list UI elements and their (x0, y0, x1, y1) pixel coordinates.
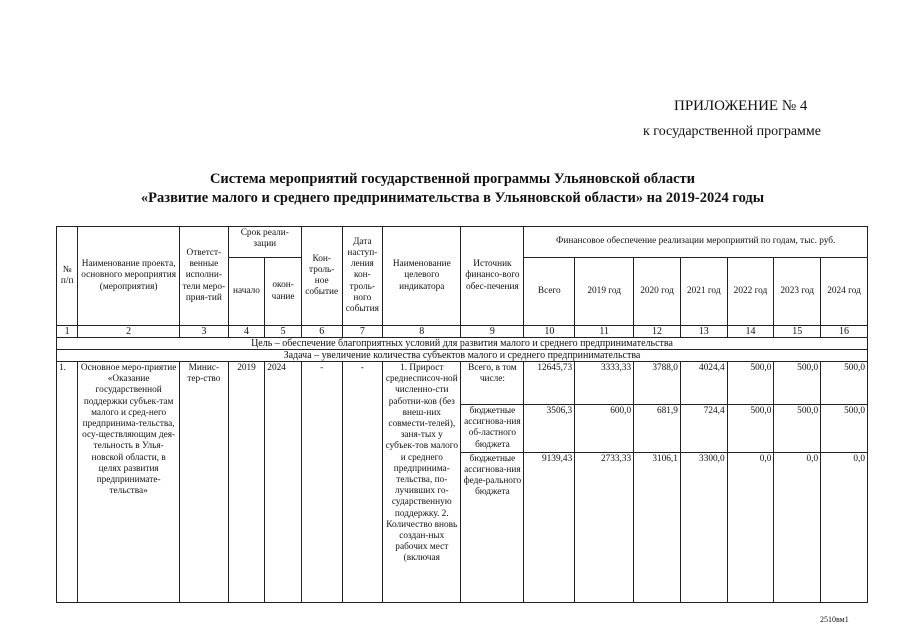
annex-subtitle: к государственной программе (643, 124, 821, 139)
task-text: Задача – увеличение количества субъектов малого и среднего предпринимательства (57, 350, 868, 362)
header-term: Срок реали-зации (228, 227, 301, 258)
col-number: 14 (727, 326, 774, 338)
row-start-year: 2019 (228, 362, 265, 603)
task-row (57, 350, 868, 362)
title-line-1: Система мероприятий государственной программы Ульяновской области (209, 171, 696, 187)
goal-row (57, 338, 868, 350)
row-end-year: 2024 (265, 362, 302, 603)
row-value: 0,0 (727, 452, 774, 602)
col-number: 3 (179, 326, 228, 338)
header-resp: Ответст-венные исполни-тели меро-прия-тий (179, 227, 228, 326)
column-numbers-row (57, 326, 868, 338)
row-activity-name: Основное меро-приятие «Оказание государственной поддержки субъек-там малого и сред-него предпринима-тельства, осу-ществляющим дея-тельность в Улья-новской области, в целях развития предпринимате-тельства» (78, 362, 180, 603)
row-control-event: - (301, 362, 342, 603)
header-2023: 2023 год (774, 258, 821, 326)
row-value: 500,0 (774, 405, 821, 453)
document-code: 2510вм1 (820, 615, 849, 624)
header-2022: 2022 год (727, 258, 774, 326)
col-number: 12 (634, 326, 681, 338)
col-number: 5 (265, 326, 302, 338)
header-2020: 2020 год (634, 258, 681, 326)
header-date: Дата наступ-ления кон-троль-ного события (342, 227, 383, 326)
row-value: 2733,33 (575, 452, 634, 602)
header-start: начало (228, 258, 265, 326)
row-indicator: 1. Прирост среднесписоч-ной численно-сти работни-ков (без внеш-них совмести-телей), заня-тых у субъек-тов малого и среднего предпринима-тельства, по-лучивших го-сударственную поддержку. 2. Количество вновь создан-ных рабочих мест (включая (383, 362, 461, 603)
row-value: 681,9 (634, 405, 681, 453)
header-name: Наименование проекта, основного мероприятия (мероприятия) (78, 227, 180, 326)
header-num: № п/п (57, 227, 78, 326)
row-source: бюджетные ассигнова-ния феде-рального бюджета (461, 452, 524, 602)
row-value: 500,0 (727, 405, 774, 453)
row-responsible: Минис-тер-ство (179, 362, 228, 603)
row-value: 3506,3 (524, 405, 575, 453)
row-value: 3300,0 (680, 452, 727, 602)
row-value: 3333,33 (575, 362, 634, 405)
header-total: Всего (524, 258, 575, 326)
document-title (0, 170, 905, 208)
header-end: окон-чание (265, 258, 302, 326)
table-row (57, 362, 868, 405)
header-finance: Финансовое обеспечение реализации мероприятий по годам, тыс. руб. (524, 227, 868, 258)
row-value: 724,4 (680, 405, 727, 453)
row-source: Всего, в том числе: (461, 362, 524, 405)
header-row-1 (57, 227, 868, 258)
row-value: 9139,43 (524, 452, 575, 602)
col-number: 4 (228, 326, 265, 338)
header-indicator: Наименование целевого индикатора (383, 227, 461, 326)
col-number: 13 (680, 326, 727, 338)
header-2019: 2019 год (575, 258, 634, 326)
header-2024: 2024 год (821, 258, 868, 326)
row-value: 600,0 (575, 405, 634, 453)
row-source: бюджетные ассигнова-ния об-ластного бюджета (461, 405, 524, 453)
row-value: 3788,0 (634, 362, 681, 405)
col-number: 1 (57, 326, 78, 338)
row-value: 500,0 (821, 405, 868, 453)
col-number: 9 (461, 326, 524, 338)
row-number: 1. (57, 362, 78, 603)
header-source: Источник финансо-вого обес-печения (461, 227, 524, 326)
row-value: 0,0 (821, 452, 868, 602)
row-event-date: - (342, 362, 383, 603)
header-control: Кон-троль-ное событие (301, 227, 342, 326)
title-line-2: «Развитие малого и среднего предпринимательства в Ульяновской области» на 2019-2024 годы (140, 190, 765, 206)
col-number: 2 (78, 326, 180, 338)
col-number: 16 (821, 326, 868, 338)
row-value: 3106,1 (634, 452, 681, 602)
col-number: 8 (383, 326, 461, 338)
goal-text: Цель – обеспечение благоприятных условий для развития малого и среднего предпринимательства (57, 338, 868, 350)
col-number: 11 (575, 326, 634, 338)
row-value: 0,0 (774, 452, 821, 602)
header-2021: 2021 год (680, 258, 727, 326)
row-value: 500,0 (774, 362, 821, 405)
activities-table (56, 226, 868, 603)
annex-label: ПРИЛОЖЕНИЕ № 4 (674, 98, 808, 114)
col-number: 10 (524, 326, 575, 338)
row-value: 500,0 (727, 362, 774, 405)
row-value: 4024,4 (680, 362, 727, 405)
row-value: 500,0 (821, 362, 868, 405)
col-number: 6 (301, 326, 342, 338)
row-value: 12645,73 (524, 362, 575, 405)
col-number: 7 (342, 326, 383, 338)
col-number: 15 (774, 326, 821, 338)
